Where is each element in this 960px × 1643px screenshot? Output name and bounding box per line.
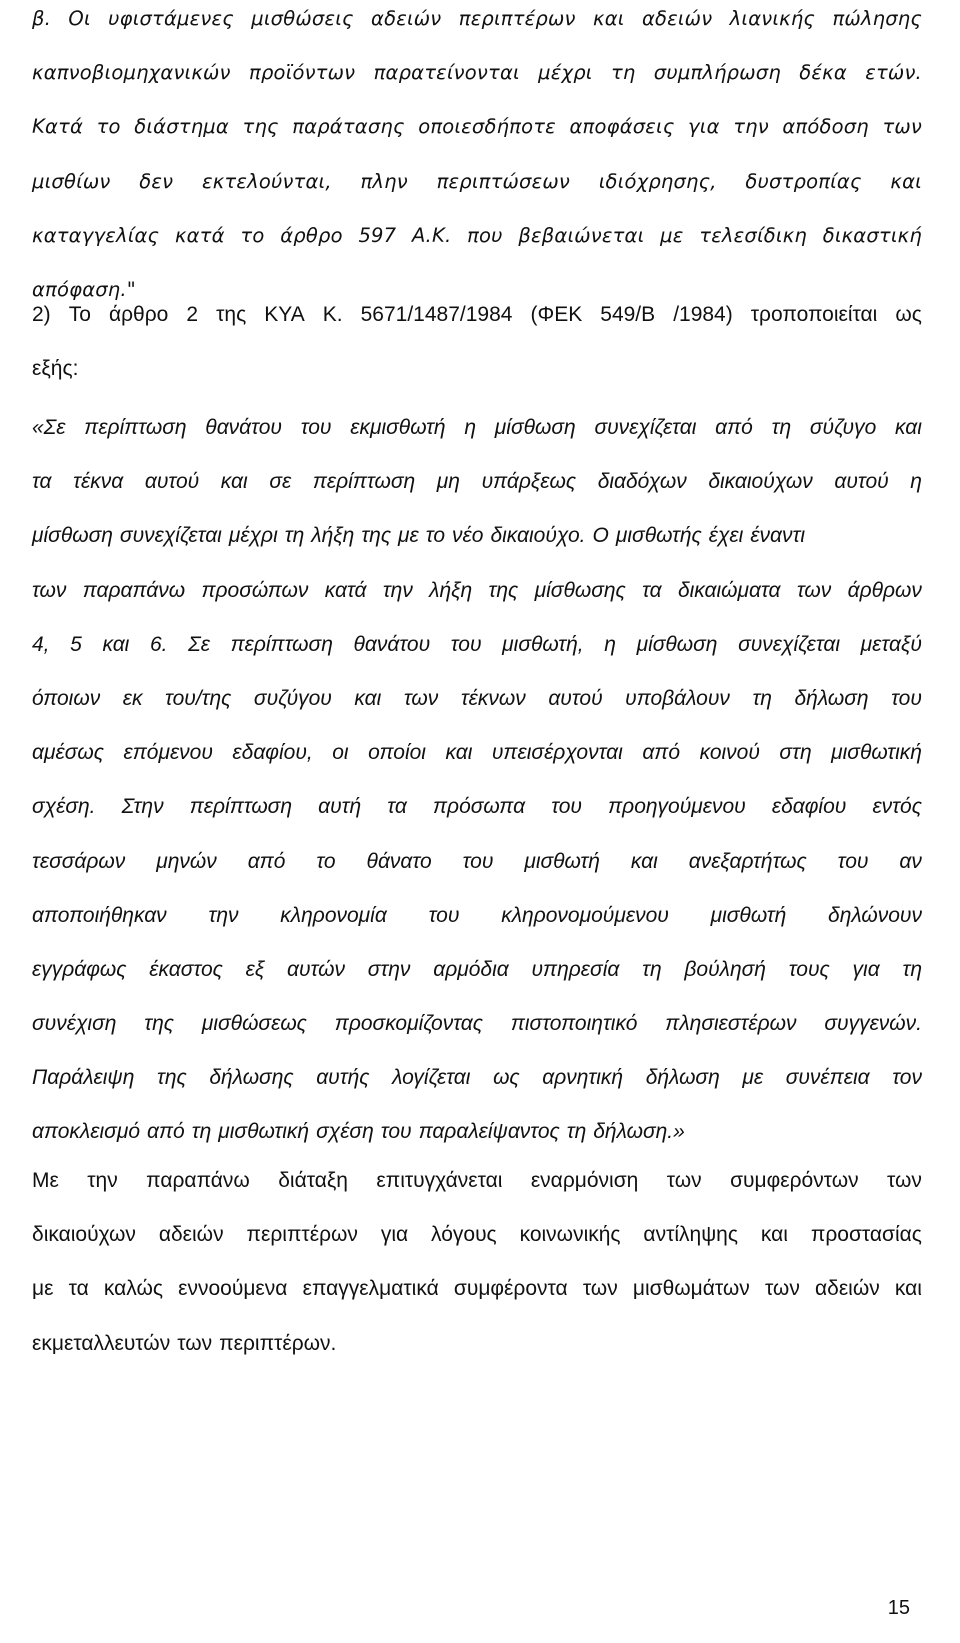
text-line: μισθίων δεν εκτελούνται, πλην περιπτώσεων ιδιόχρησης, δυστροπίας και xyxy=(32,169,922,193)
text-line: μίσθωση συνεχίζεται μέχρι τη λήξη της με το νέο δικαιούχο. Ο μισθωτής έχει έναντι xyxy=(32,524,806,548)
text-line: τεσσάρων μηνών από το θάνατο του μισθωτή και ανεξαρτήτως του αν xyxy=(32,849,922,873)
text-line: των παραπάνω προσώπων κατά την λήξη της μίσθωσης τα δικαιώματα των άρθρων xyxy=(32,578,922,602)
text-line: εξής: xyxy=(32,357,79,381)
page-number: 15 xyxy=(887,1597,910,1619)
text-line: Κατά το διάστημα της παράτασης οποιεσδήποτε αποφάσεις για την απόδοση των xyxy=(32,115,922,139)
text-line: καπνοβιομηχανικών προϊόντων παρατείνονται μέχρι τη συμπλήρωση δέκα ετών. xyxy=(32,61,922,85)
text-line: τα τέκνα αυτού και σε περίπτωση μη υπάρξεως διαδόχων δικαιούχων αυτού η xyxy=(32,470,922,494)
text-line: β. Οι υφιστάμενες μισθώσεις αδειών περιπτέρων και αδειών λιανικής πώλησης xyxy=(32,7,922,30)
paragraph-quoted-provision xyxy=(32,413,922,1172)
text-line: «Σε περίπτωση θανάτου του εκμισθωτή η μίσθωση συνεχίζεται από τη σύζυγο και xyxy=(32,416,922,439)
text-line: εγγράφως έκαστος εξ αυτών στην αρμόδια υπηρεσία τη βούλησή τους για τη xyxy=(32,957,922,981)
text-line: όποιων εκ του/της συζύγου και των τέκνων αυτού υποβάλουν τη δήλωση του xyxy=(32,686,922,710)
text-line: συνέχιση της μισθώσεως προσκομίζοντας πιστοποιητικό πλησιεστέρων συγγενών. xyxy=(32,1012,922,1036)
text-line: αμέσως επόμενου εδαφίου, οι οποίοι και υπεισέρχονται από κοινού στη μισθωτική xyxy=(32,741,922,765)
paragraph-explanation xyxy=(32,1166,922,1383)
text-line: απόφαση." xyxy=(32,277,136,301)
paragraph-article-amendment-beta xyxy=(32,4,922,329)
text-line: 2) Το άρθρο 2 της ΚΥΑ Κ. 5671/1487/1984 (ΦΕΚ 549/Β /1984) τροποποιείται ως xyxy=(32,303,922,326)
text-line: Παράλειψη της δήλωσης αυτής λογίζεται ως αρνητική δήλωση με συνέπεια τον xyxy=(32,1066,922,1090)
text-line: αποποιήθηκαν την κληρονομία του κληρονομούμενου μισθωτή δηλώνουν xyxy=(32,903,922,927)
text-line: Με την παραπάνω διάταξη επιτυγχάνεται εναρμόνιση των συμφερόντων των xyxy=(32,1169,922,1192)
paragraph-article-2-kya xyxy=(32,300,922,408)
text-line: καταγγελίας κατά το άρθρο 597 Α.Κ. που βεβαιώνεται με τελεσίδικη δικαστική xyxy=(32,223,922,247)
text-line: 4, 5 και 6. Σε περίπτωση θανάτου του μισθωτή, η μίσθωση συνεχίζεται μεταξύ xyxy=(32,632,922,656)
text-line: δικαιούχων αδειών περιπτέρων για λόγους κοινωνικής αντίληψης και προστασίας xyxy=(32,1223,922,1247)
text-line: σχέση. Στην περίπτωση αυτή τα πρόσωπα του προηγούμενου εδαφίου εντός xyxy=(32,795,922,819)
text-line: αποκλεισμό από τη μισθωτική σχέση του παραλείψαντος τη δήλωση.» xyxy=(32,1120,685,1144)
text-line: εκμεταλλευτών των περιπτέρων. xyxy=(32,1331,337,1355)
text-line: με τα καλώς εννοούμενα επαγγελματικά συμφέροντα των μισθωμάτων των αδειών και xyxy=(32,1277,922,1301)
